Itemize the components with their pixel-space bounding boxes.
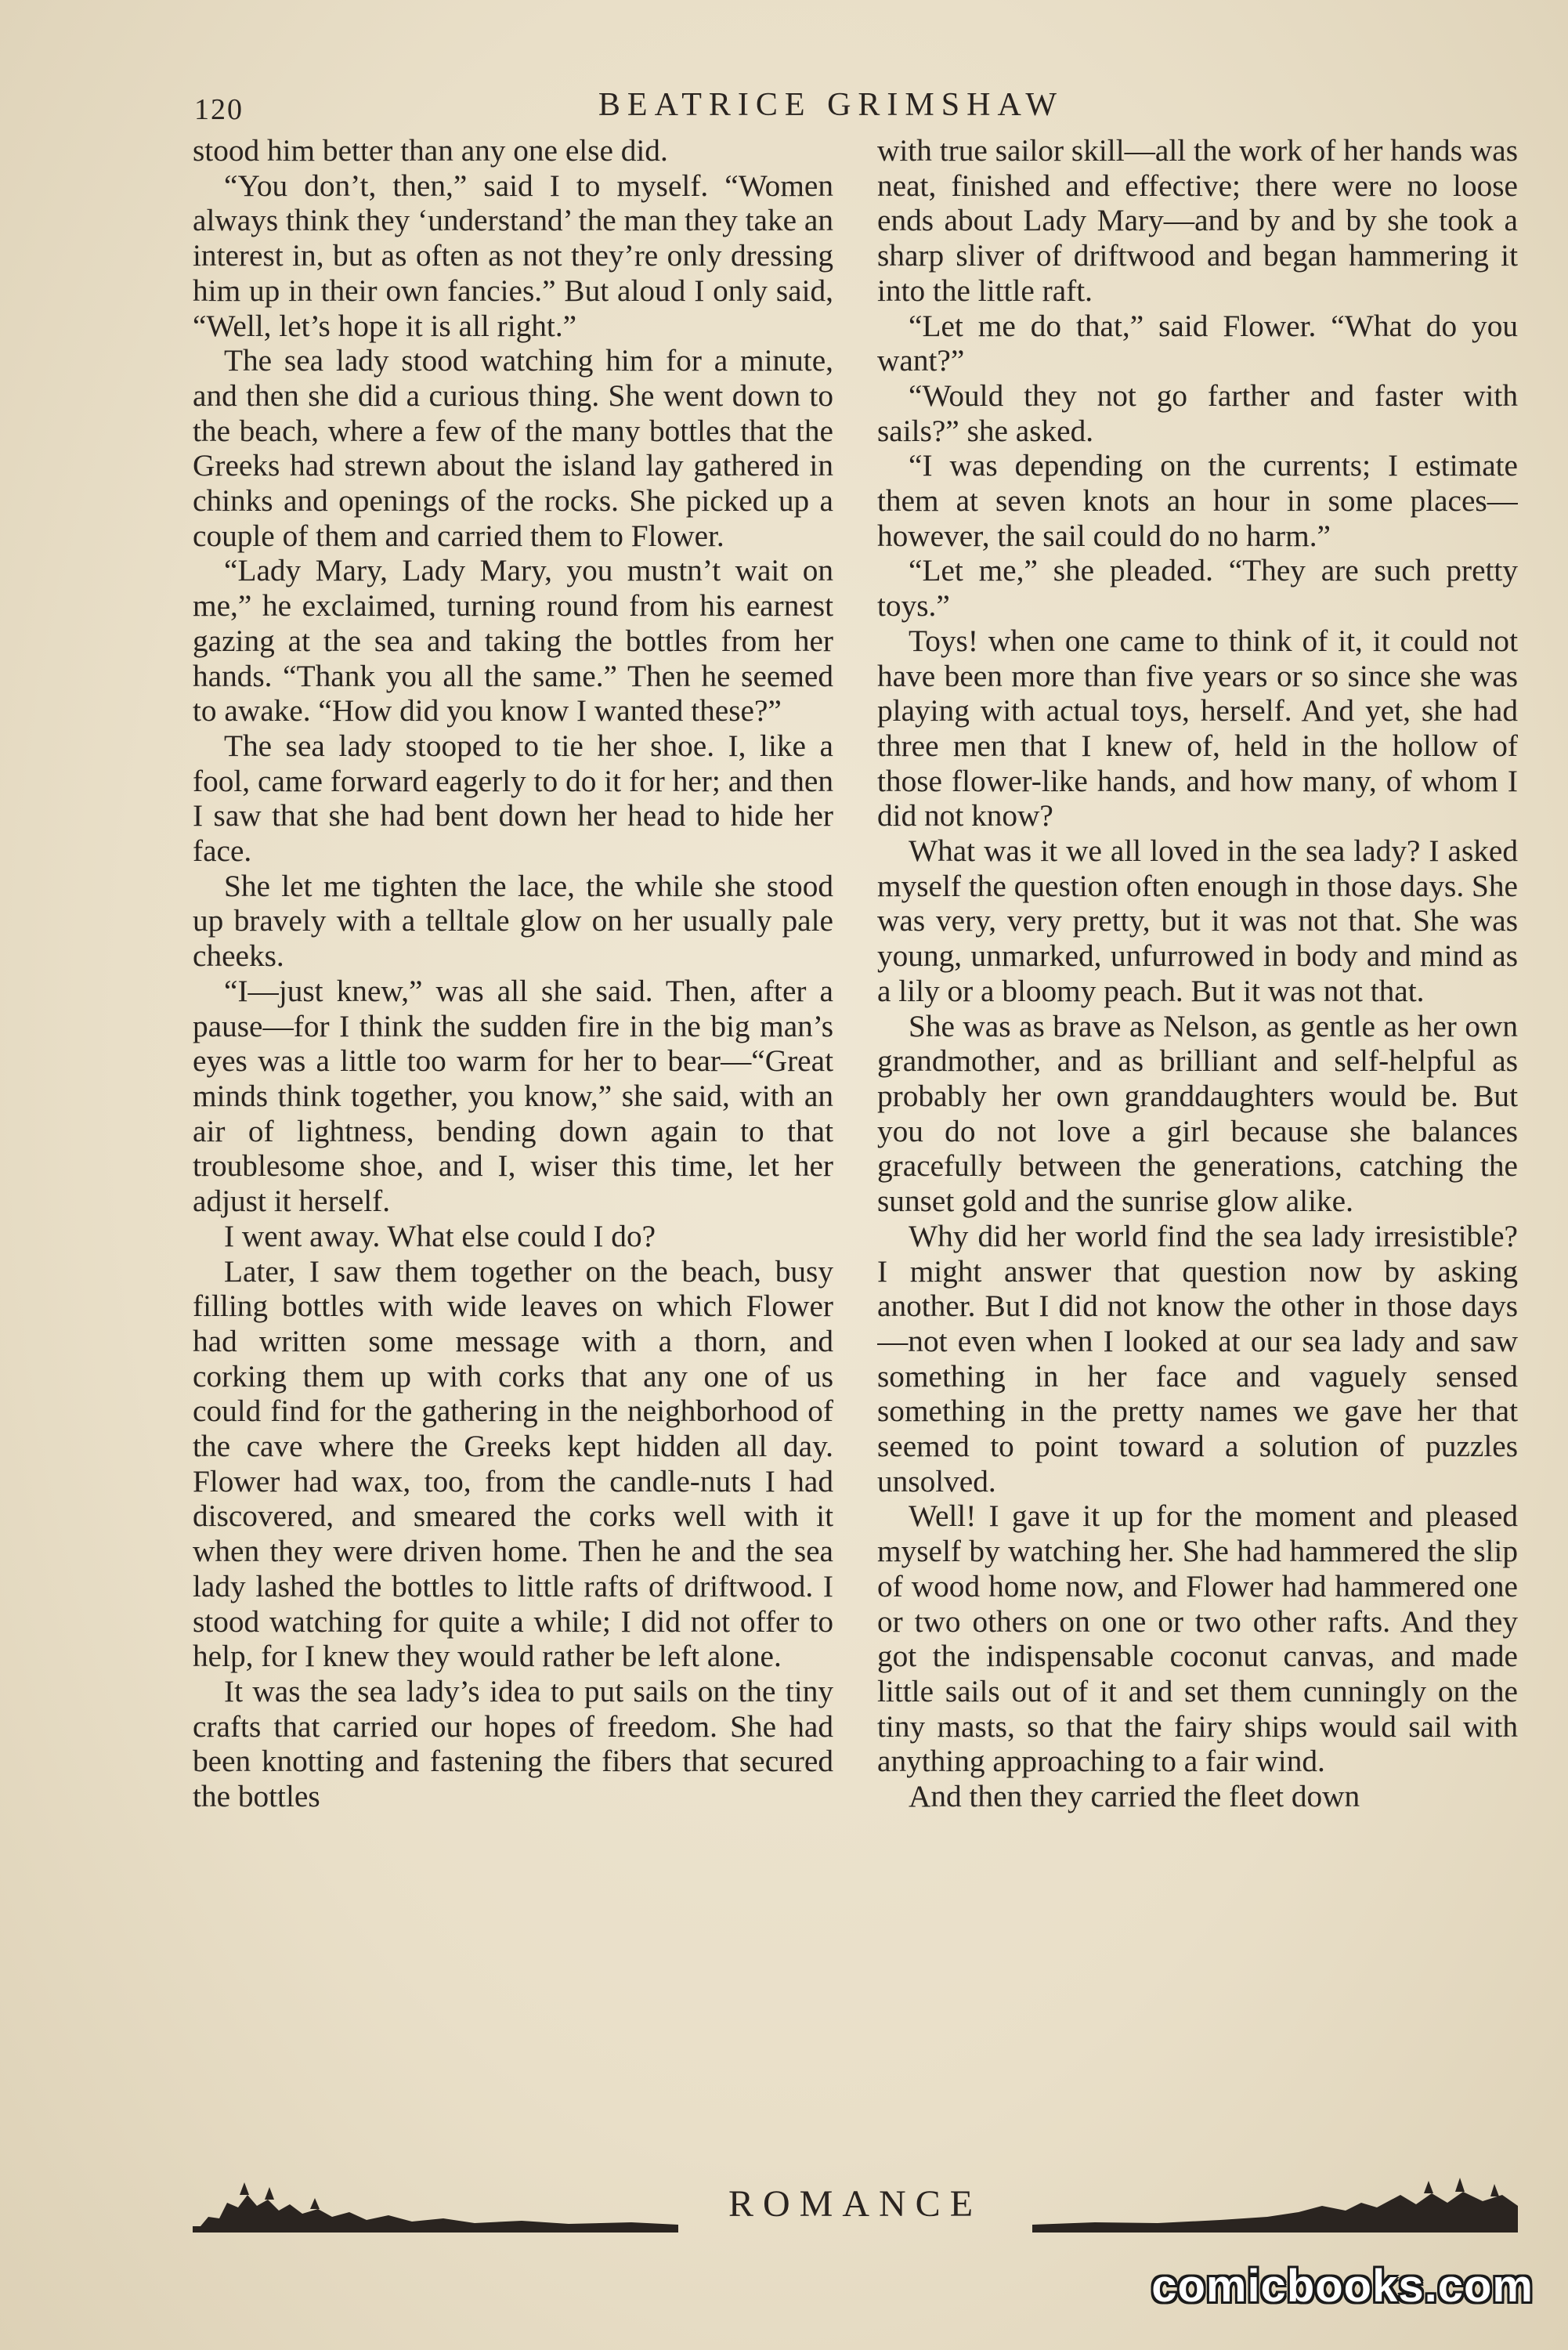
paragraph: Later, I saw them together on the beach, busy filling bottles with wide leaves on which Flower had written some message with a thorn, and corking them up with corks that any one of us could find for the gathering in the neighborhood of the cave where the Greeks kept hidden all day. Flower had wax, too, from the candle-nuts I had discovered, and smeared the corks well with it when they were driven home. Then he and the sea lady lashed the bottles to little rafts of driftwood. I stood watching for quite a while; I did not offer to help, for I knew they would rather be left alone. xyxy=(193,1253,833,1674)
text-column-left xyxy=(193,133,833,2115)
paragraph: “Lady Mary, Lady Mary, you mustn’t wait on me,” he exclaimed, turning round from his earnest gazing at the sea and taking the bottles from her hands. “Thank you all the same.” Then he seemed to awake. “How did you know I wanted these?” xyxy=(193,553,833,728)
paragraph: She was as brave as Nelson, as gentle as her own grandmother, and as brilliant and self-helpful as probably her own granddaughters would be. But you do not love a girl because she balances gracefully between the generations, catching the sunset gold and the sunrise glow alike. xyxy=(877,1008,1518,1219)
paragraph: It was the sea lady’s idea to put sails on the tiny crafts that carried our hopes of freedom. She had been knotting and fastening the fibers that secured the bottles xyxy=(193,1673,833,1814)
paragraph: “Would they not go farther and faster with sails?” she asked. xyxy=(877,378,1518,448)
paragraph: Well! I gave it up for the moment and pleased myself by watching her. She had hammered the slip of wood home now, and Flower had hammered one or two others on one or two other rafts. And they got the indispensable coconut canvas, and made little sails out of it and set them cunningly on the tiny masts, so that the fairy ships would sail with anything approaching to a fair wind. xyxy=(877,1499,1518,1779)
paragraph: with true sailor skill—all the work of her hands was neat, finished and effective; there were no loose ends about Lady Mary—and by and by she took a sharp sliver of driftwood and began hammering it into the little raft. xyxy=(877,133,1518,308)
watermark-logo: comicbooks.com xyxy=(1151,2261,1534,2312)
paragraph: “Let me do that,” said Flower. “What do you want?” xyxy=(877,308,1518,378)
paragraph: “Let me,” she pleaded. “They are such pretty toys.” xyxy=(877,553,1518,624)
footer-magazine-title: ROMANCE xyxy=(728,2183,983,2225)
paragraph: “You don’t, then,” said I to myself. “Women always think they ‘understand’ the man they take an interest in, but as often as not they’re only dressing him up in their own fancies.” But aloud I only said, “Well, let’s hope it is all right.” xyxy=(193,168,833,343)
landscape-ornament-right-icon xyxy=(1032,2171,1518,2234)
running-head-author: BEATRICE GRIMSHAW xyxy=(598,87,1064,123)
paragraph: And then they carried the fleet down xyxy=(909,1779,1360,1814)
text-column-right xyxy=(877,133,1518,2115)
paragraph: The sea lady stooped to tie her shoe. I, like a fool, came forward eagerly to do it for her; and then I saw that she had bent down her head to hide her face. xyxy=(193,728,833,869)
paragraph: “I was depending on the currents; I estimate them at seven knots an hour in some places—however, the sail could do no harm.” xyxy=(877,448,1518,553)
paragraph: She let me tighten the lace, the while she stood up bravely with a telltale glow on her usually pale cheeks. xyxy=(193,868,833,974)
page-footer xyxy=(193,2156,1518,2242)
paragraph: What was it we all loved in the sea lady? I asked myself the question often enough in those days. She was very, very pretty, but it was not that. She was young, unmarked, unfurrowed in body and mind as a lily or a bloomy peach. But it was not that. xyxy=(877,833,1518,1008)
paragraph: Why did her world find the sea lady irresistible? I might answer that question now by asking another. But I did not know the other in those days—not even when I looked at our sea lady and saw something in her face and vaguely sensed something in the pretty names we gave her that seemed to point toward a solution of puzzles unsolved. xyxy=(877,1218,1518,1499)
paragraph: The sea lady stood watching him for a minute, and then she did a curious thing. She went down to the beach, where a few of the many bottles that the Greeks had strewn about the island lay gathered in chinks and openings of the rocks. She picked up a couple of them and carried them to Flower. xyxy=(193,343,833,553)
page-number: 120 xyxy=(194,93,244,126)
paragraph: “I—just knew,” was all she said. Then, after a pause—for I think the sudden fire in the big man’s eyes was a little too warm for her to bear—“Great minds think together, you know,” she said, with an air of lightness, bending down again to that troublesome shoe, and I, wiser this time, let her adjust it herself. xyxy=(193,973,833,1219)
paragraph: I went away. What else could I do? xyxy=(224,1218,656,1253)
paragraph: Toys! when one came to think of it, it could not have been more than five years or so since she was playing with actual toys, herself. And yet, she had three men that I knew of, held in the hollow of those flower-like hands, and how many, of whom I did not know? xyxy=(877,623,1518,833)
paragraph: stood him better than any one else did. xyxy=(193,133,668,168)
